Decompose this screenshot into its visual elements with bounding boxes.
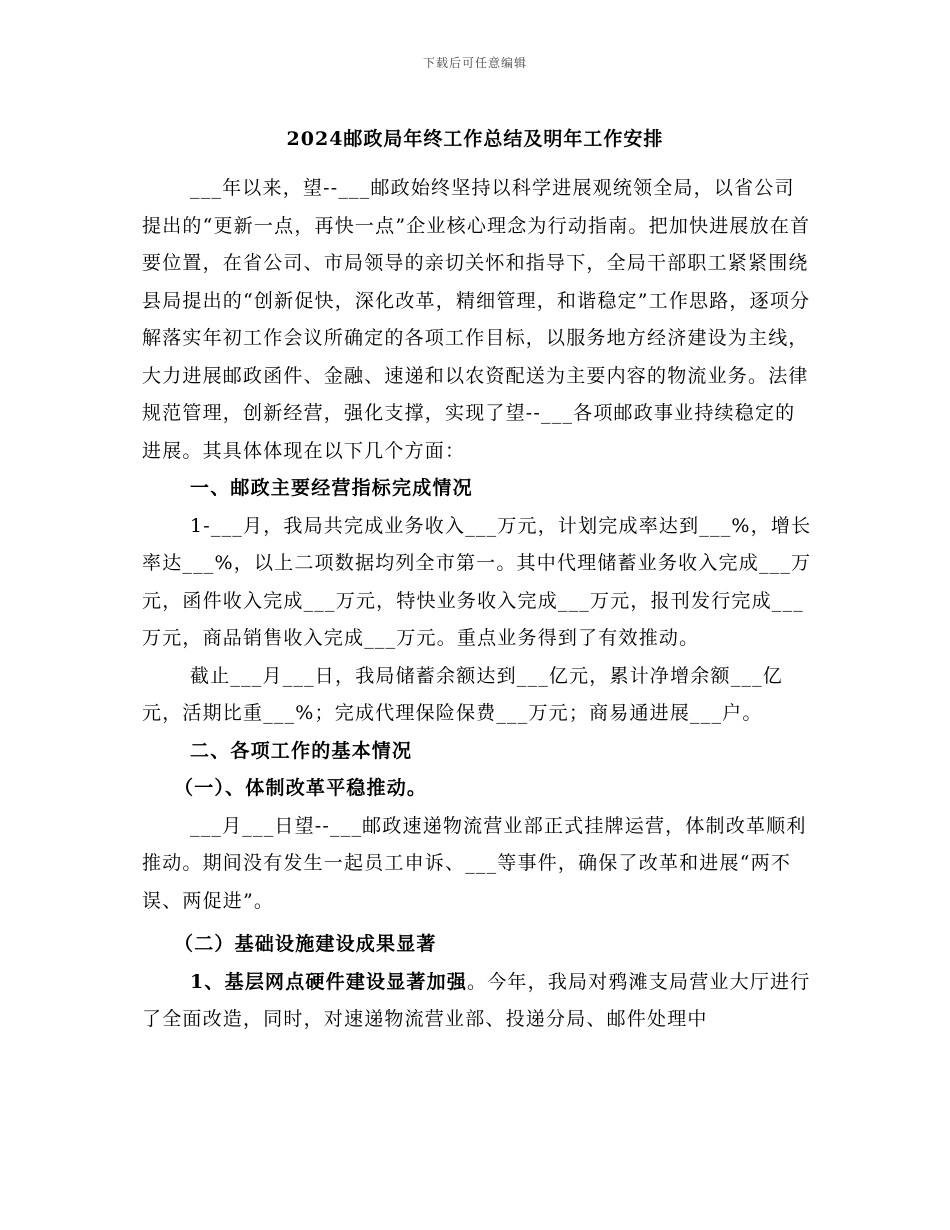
section-heading-2: 二、各项工作的基本情况 xyxy=(190,739,413,762)
paragraph-infrastructure xyxy=(142,964,812,1039)
subsection-heading-reform: （一）、体制改革平稳推动。 xyxy=(174,777,428,799)
section-heading-1: 一、邮政主要经营指标完成情况 xyxy=(190,477,473,499)
header-note: 下载后可任意编辑 xyxy=(422,56,527,70)
subsection-heading-infrastructure: （二）基础设施建设成果显著 xyxy=(174,933,437,955)
document-title: 2024邮政局年终工作总结及明年工作安排 xyxy=(286,128,664,150)
paragraph-lead: 1、基层网点硬件建设显著加强 xyxy=(190,970,468,993)
paragraph-text: 。今年，我局对鸦滩支局营业大厅进行了全面改造，同时，对速递物流营业部、投递分局、邮件处理中 xyxy=(142,970,811,1030)
paragraph-reform: ___月___日望--___邮政速递物流营业部正式挂牌运营，体制改革顺利推动。期间没有发生一起员工申诉、___等事件，确保了改革和进展“两不误、两促进”。 xyxy=(142,814,807,912)
paragraph-revenue: 1-___月，我局共完成业务收入___万元，计划完成率达到___%，增长率达___%，以上二项数据均列全市第一。其中代理储蓄业务收入完成___万元，函件收入完成___万元，特快业务收入完成___万元，报刊发行完成___万元，商品销售收入完成___万元。重点业务得到了有效推动。 xyxy=(142,514,812,649)
document-body xyxy=(142,170,812,1039)
intro-paragraph: ___年以来，望--___邮政始终坚持以科学进展观统领全局，以省公司提出的“更新一点，再快一点”企业核心理念为行动指南。把加快进展放在首要位置，在省公司、市局领导的亲切关怀和指导下，全局干部职工紧紧围绕县局提出的“创新促快，深化改革，精细管理，和谐稳定”工作思路，逐项分解落实年初工作会议所确定的各项工作目标，以服务地方经济建设为主线，大力进展邮政函件、金融、速递和以农资配送为主要内容的物流业务。法律规范管理，创新经营，强化支撑，实现了望--___各项邮政事业持续稳定的进展。其具体体现在以下几个方面： xyxy=(142,177,811,462)
paragraph-savings: 截止___月___日，我局储蓄余额达到___亿元，累计净增余额___亿元，活期比重___%；完成代理保险保费___万元；商易通进展___户。 xyxy=(142,664,784,724)
